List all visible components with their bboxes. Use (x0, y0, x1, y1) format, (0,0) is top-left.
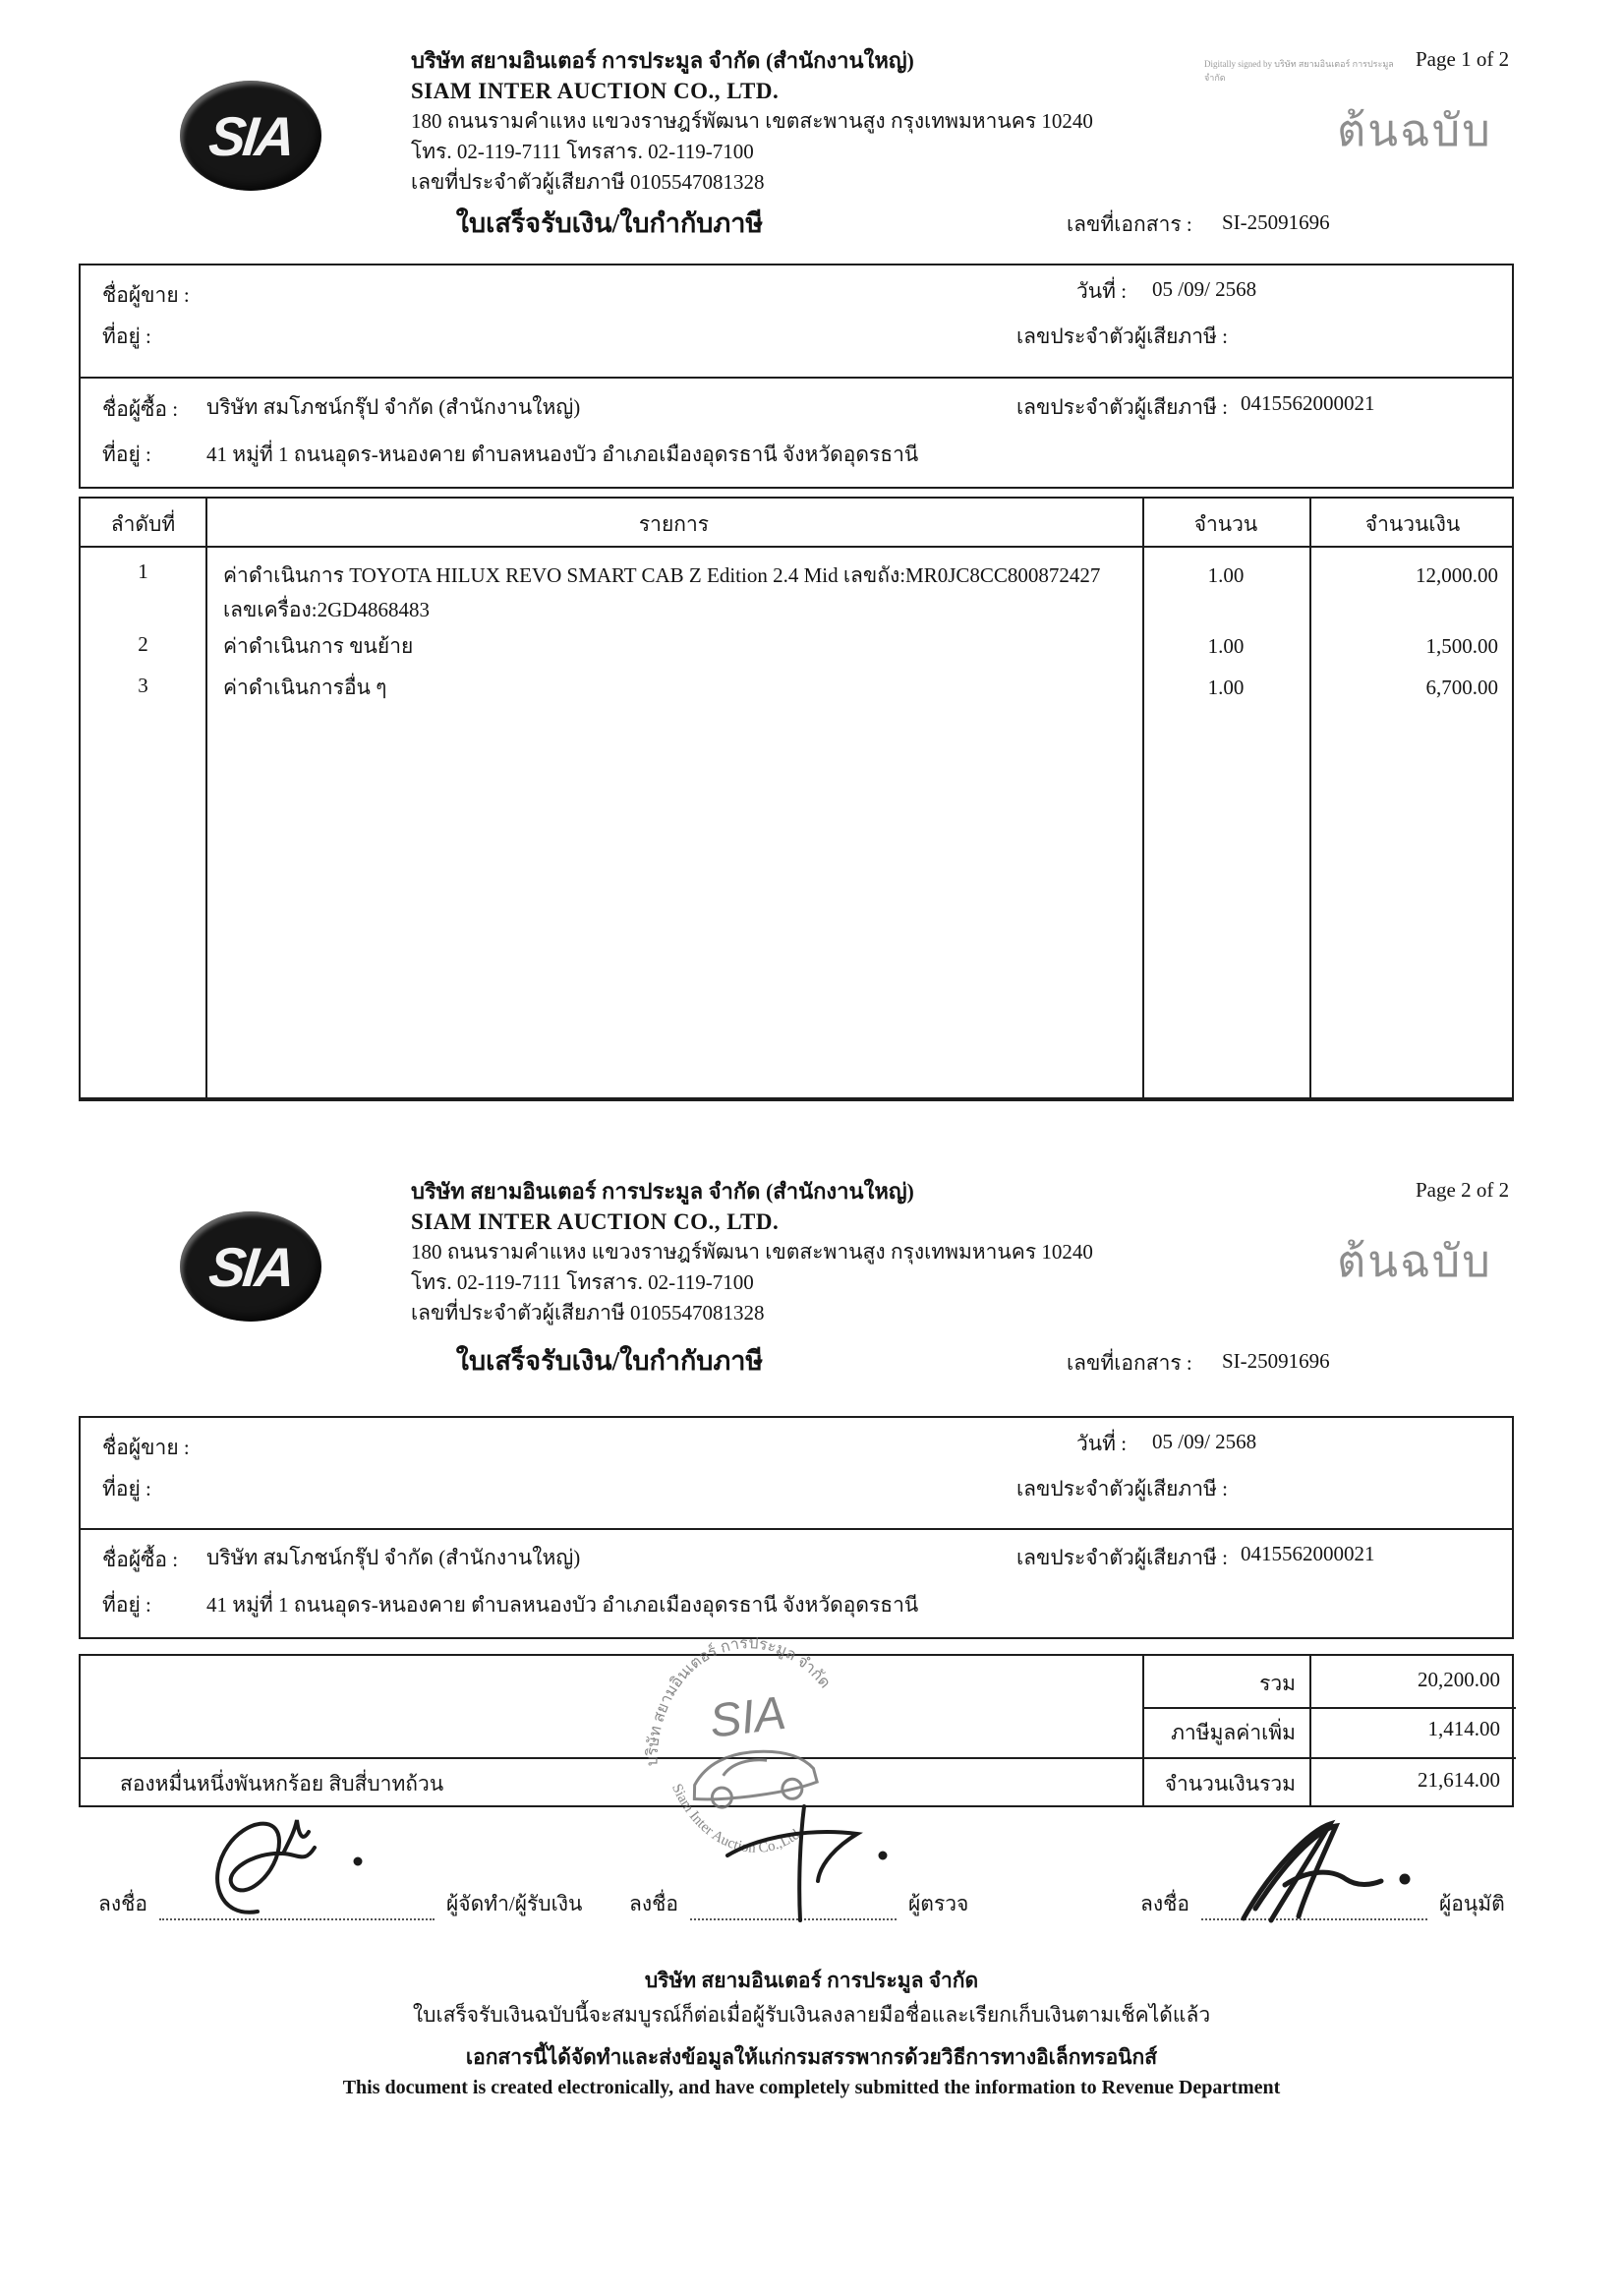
table-divider (1142, 1707, 1516, 1709)
seller-tax-id-label: เลขประจำตัวผู้เสียภาษี : (1016, 1477, 1228, 1501)
company-address: 180 ถนนรามคำแหง แขวงราษฎร์พัฒนา เขตสะพานสูง กรุงเทพมหานคร 10240 (411, 1240, 1093, 1264)
col-header-amount: จำนวนเงิน (1364, 512, 1461, 536)
sia-logo (180, 81, 321, 191)
vat-value: 1,414.00 (1427, 1717, 1500, 1740)
digital-signature-note: Digitally signed by บริษัท สยามอินเตอร์ การประมูล จำกัด (1204, 59, 1394, 83)
date-value: 05 /09/ 2568 (1152, 1430, 1257, 1453)
buyer-name-value: บริษัท สมโภชน์กรุ๊ป จำกัด (สำนักงานใหญ่) (206, 395, 581, 419)
document-title: ใบเสร็จรับเงิน/ใบกำกับภาษี (455, 208, 764, 238)
role-maker: ผู้จัดทำ/ผู้รับเงิน (446, 1892, 583, 1915)
handwritten-signature (189, 1808, 444, 1926)
col-header-description: รายการ (638, 512, 710, 536)
buyer-address-label: ที่อยู่ : (102, 1593, 151, 1617)
buyer-address-value: 41 หมู่ที่ 1 ถนนอุดร-หนองคาย ตำบลหนองบัว อำเภอเมืองอุดรธานี จังหวัดอุดรธานี (206, 442, 919, 466)
company-name-en: SIAM INTER AUCTION CO., LTD. (411, 1209, 780, 1234)
role-checker: ผู้ตรวจ (908, 1892, 969, 1915)
item-qty: 1.00 (1207, 634, 1245, 658)
date-label: วันที่ : (1076, 1432, 1128, 1455)
copy-type-original: ต้นฉบับ (1337, 1237, 1492, 1286)
seller-address-label: ที่อยู่ : (102, 324, 151, 348)
buyer-tax-id-value: 0415562000021 (1241, 391, 1375, 415)
signature-line (690, 1907, 897, 1920)
doc-no-value: SI-25091696 (1222, 210, 1330, 234)
table-divider (1142, 499, 1144, 1097)
buyer-name-label: ชื่อผู้ซื้อ : (102, 397, 179, 421)
item-no: 2 (138, 632, 148, 656)
item-description-line1: ค่าดำเนินการ ขนย้าย (223, 634, 414, 658)
page-number: Page 1 of 2 (1416, 47, 1510, 71)
company-header (411, 45, 1093, 198)
signature-approver (1140, 1888, 1505, 1920)
company-header (411, 1176, 1093, 1328)
sia-logo-text: SIA (205, 1235, 296, 1298)
stamp-ring-top-text: บริษัท สยามอินเตอร์ การประมูล จำกัด (644, 1635, 834, 1767)
item-amount: 12,000.00 (1416, 563, 1498, 587)
sia-logo-text: SIA (205, 104, 296, 167)
item-description-line1: ค่าดำเนินการอื่น ๆ (223, 676, 387, 699)
vat-label: ภาษีมูลค่าเพิ่ม (1171, 1721, 1296, 1744)
item-description-line2: เลขเครื่อง:2GD4868483 (223, 598, 430, 621)
footer-electronic-note-th: เอกสารนี้ได้จัดทำและส่งข้อมูลให้แก่กรมสรรพากรด้วยวิธีการทางอิเล็กทรอนิกส์ (465, 2045, 1158, 2069)
col-header-no: ลำดับที่ (110, 512, 176, 536)
copy-type-original: ต้นฉบับ (1337, 106, 1492, 155)
grand-total-value: 21,614.00 (1418, 1768, 1500, 1792)
party-divider (81, 1528, 1512, 1530)
doc-no-label: เลขที่เอกสาร : (1067, 212, 1192, 236)
table-divider (205, 499, 207, 1097)
subtotal-label: รวม (1259, 1672, 1296, 1695)
buyer-tax-id-label: เลขประจำตัวผู้เสียภาษี : (1016, 1546, 1228, 1569)
document-title: ใบเสร็จรับเงิน/ใบกำกับภาษี (455, 1346, 764, 1376)
item-qty: 1.00 (1207, 563, 1245, 587)
sia-logo (180, 1211, 321, 1322)
item-no: 1 (138, 559, 148, 583)
item-amount: 1,500.00 (1425, 634, 1498, 658)
seller-address-label: ที่อยู่ : (102, 1477, 151, 1501)
doc-no-label: เลขที่เอกสาร : (1067, 1351, 1192, 1375)
company-address: 180 ถนนรามคำแหง แขวงราษฎร์พัฒนา เขตสะพานสูง กรุงเทพมหานคร 10240 (411, 109, 1093, 133)
page-number: Page 2 of 2 (1416, 1178, 1510, 1202)
footer-validity-note: ใบเสร็จรับเงินฉบับนี้จะสมบูรณ์ก็ต่อเมื่อผู้รับเงินลงลายมือชื่อและเรียกเก็บเงินตามเช็คได้แล้ว (412, 2003, 1211, 2027)
seller-name-label: ชื่อผู้ขาย : (102, 283, 190, 307)
role-approver: ผู้อนุมัติ (1439, 1892, 1505, 1915)
col-header-qty: จำนวน (1193, 512, 1258, 536)
page-2 (0, 1131, 1623, 2296)
items-table (79, 497, 1514, 1101)
buyer-name-label: ชื่อผู้ซื้อ : (102, 1548, 179, 1571)
buyer-address-value: 41 หมู่ที่ 1 ถนนอุดร-หนองคาย ตำบลหนองบัว อำเภอเมืองอุดรธานี จังหวัดอุดรธานี (206, 1593, 919, 1617)
company-tax-id: เลขที่ประจำตัวผู้เสียภาษี 0105547081328 (411, 1301, 765, 1325)
signature-line (159, 1907, 435, 1920)
table-divider (1309, 499, 1311, 1097)
company-name-en: SIAM INTER AUCTION CO., LTD. (411, 79, 780, 103)
date-label: วันที่ : (1076, 279, 1128, 303)
company-tax-id: เลขที่ประจำตัวผู้เสียภาษี 0105547081328 (411, 170, 765, 194)
footer-electronic-note-en: This document is created electronically, and have completely submitted the information to Revenue Department (342, 2077, 1281, 2098)
footer-company-name: บริษัท สยามอินเตอร์ การประมูล จำกัด (644, 1969, 979, 1992)
subtotal-value: 20,200.00 (1418, 1668, 1500, 1691)
amount-in-words: สองหมื่นหนึ่งพันหกร้อย สิบสี่บาทถ้วน (120, 1772, 444, 1796)
buyer-name-value: บริษัท สมโภชน์กรุ๊ป จำกัด (สำนักงานใหญ่) (206, 1546, 581, 1569)
item-description-line1: ค่าดำเนินการ TOYOTA HILUX REVO SMART CAB Z Edition 2.4 Mid เลขถัง:MR0JC8CC800872427 (223, 563, 1101, 587)
sign-label: ลงชื่อ (629, 1892, 678, 1915)
stamp-center-text: SIA (707, 1686, 789, 1748)
buyer-address-label: ที่อยู่ : (102, 442, 151, 466)
company-name-th: บริษัท สยามอินเตอร์ การประมูล จำกัด (สำนักงานใหญ่) (411, 1179, 914, 1204)
sign-label: ลงชื่อ (98, 1892, 147, 1915)
signature-line (1201, 1907, 1427, 1920)
date-value: 05 /09/ 2568 (1152, 277, 1257, 301)
seller-tax-id-label: เลขประจำตัวผู้เสียภาษี : (1016, 324, 1228, 348)
handwritten-signature (710, 1798, 906, 1926)
party-divider (81, 377, 1512, 379)
item-qty: 1.00 (1207, 676, 1245, 699)
grand-total-label: จำนวนเงินรวม (1164, 1772, 1296, 1796)
signature-checker (629, 1888, 968, 1920)
doc-no-value: SI-25091696 (1222, 1349, 1330, 1373)
party-box (79, 264, 1514, 489)
item-no: 3 (138, 674, 148, 697)
buyer-tax-id-value: 0415562000021 (1241, 1542, 1375, 1565)
signature-maker (98, 1888, 582, 1920)
company-phone: โทร. 02-119-7111 โทรสาร. 02-119-7100 (411, 1270, 754, 1294)
buyer-tax-id-label: เลขประจำตัวผู้เสียภาษี : (1016, 395, 1228, 419)
handwritten-signature (1216, 1818, 1432, 1926)
stamp-ring-bottom-text: Siam Inter Auction Co.,Ltd. (668, 1781, 806, 1856)
company-phone: โทร. 02-119-7111 โทรสาร. 02-119-7100 (411, 140, 754, 163)
items-table-header (81, 499, 1512, 548)
page-1 (0, 0, 1623, 1131)
item-amount: 6,700.00 (1425, 676, 1498, 699)
seller-name-label: ชื่อผู้ขาย : (102, 1436, 190, 1459)
company-name-th: บริษัท สยามอินเตอร์ การประมูล จำกัด (สำนักงานใหญ่) (411, 48, 914, 73)
sign-label: ลงชื่อ (1140, 1892, 1189, 1915)
